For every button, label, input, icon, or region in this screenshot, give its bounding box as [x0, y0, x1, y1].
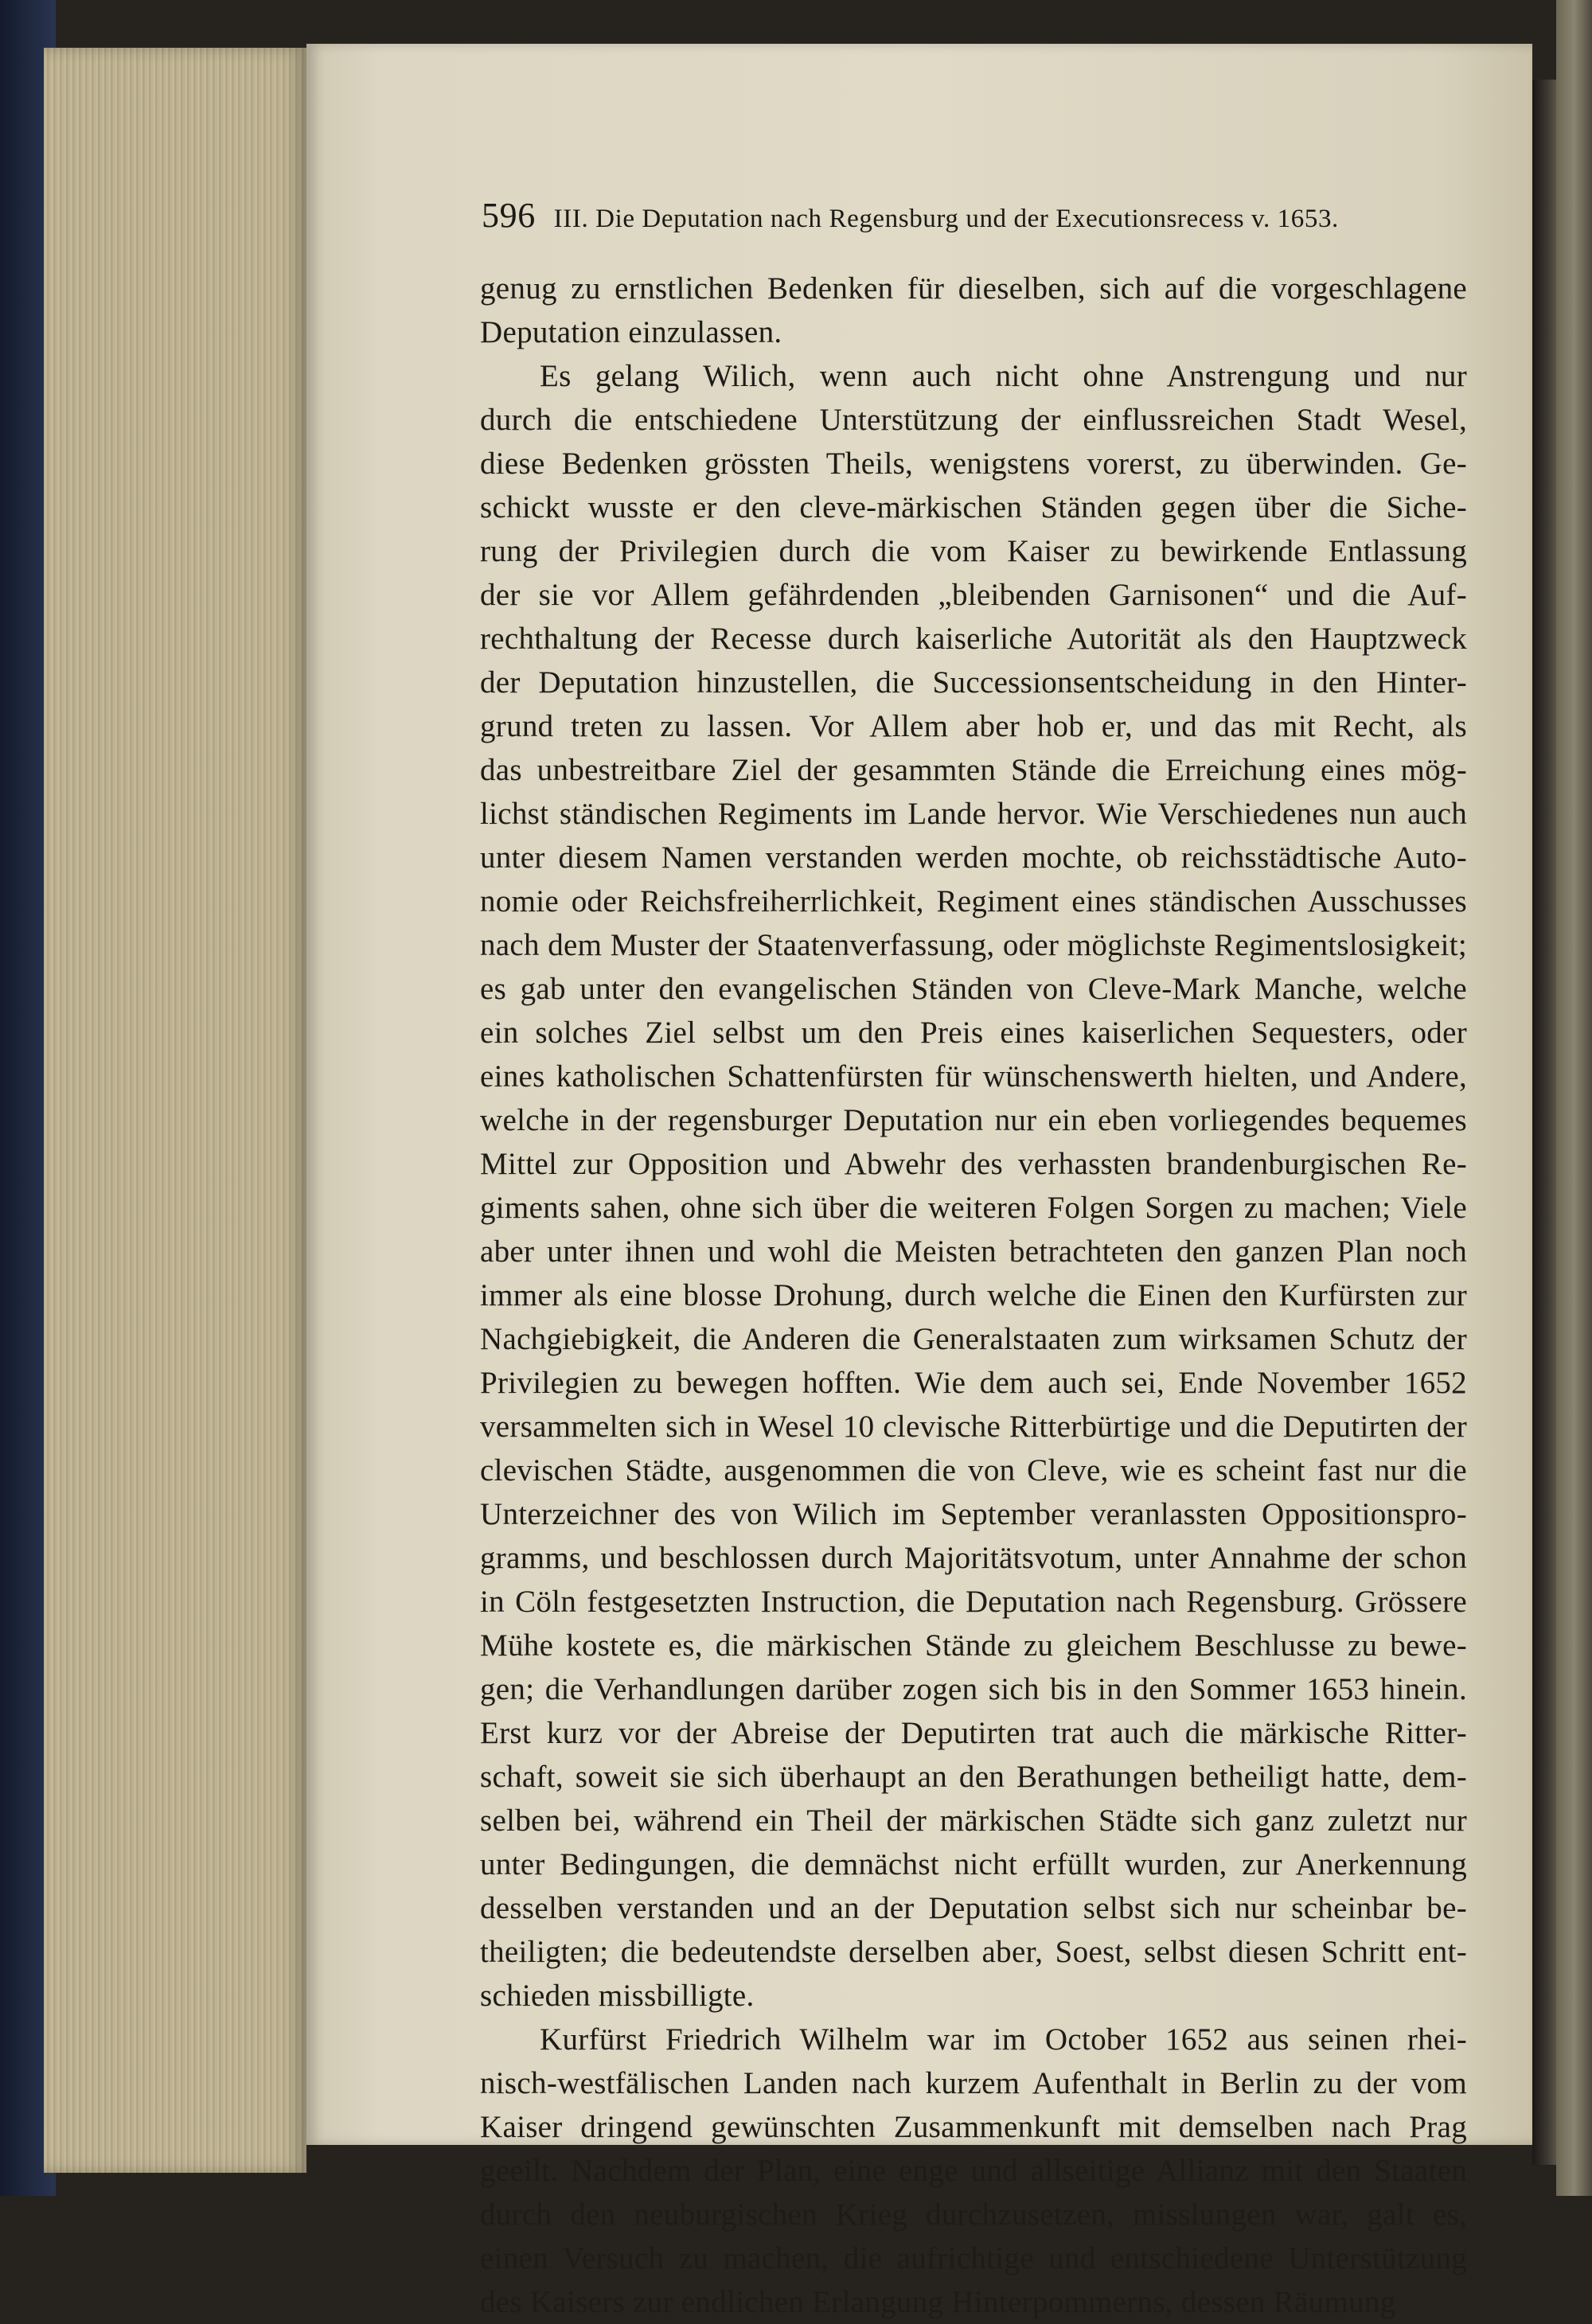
text-line: genug zu ernstlichen Bedenken für dieselben, sich auf die vorgeschlagene — [480, 271, 1467, 306]
running-header — [482, 195, 1469, 236]
text-line: immer als eine blosse Drohung, durch welche die Einen den Kurfürsten zur — [480, 1278, 1467, 1312]
paragraph — [480, 2018, 1467, 2324]
text-line: selben bei, während ein Theil der märkischen Städte sich ganz zuletzt nur — [480, 1803, 1467, 1838]
text-line: gramms, und beschlossen durch Majoritätsvotum, unter Annahme der schon — [480, 1541, 1467, 1575]
text-line: clevischen Städte, ausgenommen die von Cleve, wie es scheint fast nur die — [480, 1453, 1467, 1488]
text-line: Kurfürst Friedrich Wilhelm war im October 1652 aus seinen rhei- — [540, 2022, 1467, 2057]
text-line: einen Versuch zu machen, die aufrichtige und entschiedene Unterstützung — [480, 2241, 1467, 2275]
text-line: ein solches Ziel selbst um den Preis eines kaiserlichen Sequesters, oder — [480, 1016, 1467, 1050]
text-line: des Kaisers zur endlichen Erlangung Hinterpommerns, dessen Räumung — [480, 2285, 1396, 2319]
text-line: Es gelang Wilich, wenn auch nicht ohne Anstrengung und nur — [540, 359, 1467, 393]
text-line: durch den neuburgischen Krieg durchzusetzen, misslungen war, galt es, — [480, 2197, 1467, 2232]
text-line: schickt wusste er den cleve-märkischen Ständen gegen über die Siche- — [480, 490, 1467, 524]
text-line: eines katholischen Schattenfürsten für wünschenswerth hielten, und Andere, — [480, 1059, 1467, 1094]
text-line: gen; die Verhandlungen darüber zogen sich bis in den Sommer 1653 hinein. — [480, 1672, 1467, 1706]
text-line: schaft, soweit sie sich überhaupt an den Berathungen betheiligt hatte, dem- — [480, 1760, 1467, 1794]
text-line: Mühe kostete es, die märkischen Stände zu gleichem Beschlusse zu bewe- — [480, 1628, 1467, 1663]
text-line: unter diesem Namen verstanden werden mochte, ob reichsstädtische Auto- — [480, 840, 1467, 875]
text-line: Kaiser dringend gewünschten Zusammenkunft mit demselben nach Prag — [480, 2110, 1467, 2144]
text-line: rung der Privilegien durch die vom Kaiser zu bewirkende Entlassung — [480, 534, 1467, 568]
text-line: unter Bedingungen, die demnächst nicht erfüllt wurden, zur Anerkennung — [480, 1847, 1467, 1881]
text-line: Deputation einzulassen. — [480, 315, 782, 349]
text-line: geeilt. Nachdem der Plan, eine enge und allseitige Allianz mit den Staaten — [480, 2154, 1467, 2188]
paragraph — [480, 267, 1467, 354]
text-line: der Deputation hinzustellen, die Successionsentscheidung in den Hinter- — [480, 665, 1467, 700]
page-stack-edge — [44, 48, 306, 2173]
text-line: lichst ständischen Regiments im Lande hervor. Wie Verschiedenes nun auch — [480, 797, 1467, 831]
text-line: grund treten zu lassen. Vor Allem aber hob er, und das mit Recht, als — [480, 709, 1467, 743]
text-line: es gab unter den evangelischen Ständen von Cleve-Mark Manche, welche — [480, 972, 1467, 1006]
running-title: III. Die Deputation nach Regensburg und der Executionsrecess v. 1653. — [553, 205, 1339, 233]
gutter-shadow — [1532, 80, 1556, 2165]
text-line: nach dem Muster der Staatenverfassung, oder möglichste Regimentslosigkeit; — [480, 928, 1467, 962]
next-page-edge — [1556, 0, 1592, 2196]
paragraph — [480, 354, 1467, 2018]
text-line: der sie vor Allem gefährdenden „bleibenden Garnisonen“ und die Auf- — [480, 578, 1467, 612]
text-line: giments sahen, ohne sich über die weiteren Folgen Sorgen zu machen; Viele — [480, 1191, 1467, 1225]
page-number: 596 — [482, 196, 536, 235]
text-line: Erst kurz vor der Abreise der Deputirten trat auch die märkische Ritter- — [480, 1716, 1467, 1750]
text-line: versammelten sich in Wesel 10 clevische Ritterbürtige und die Deputirten der — [480, 1410, 1467, 1444]
text-line: Unterzeichner des von Wilich im September veranlassten Oppositionspro- — [480, 1497, 1467, 1531]
text-line: Privilegien zu bewegen hofften. Wie dem auch sei, Ende November 1652 — [480, 1366, 1467, 1400]
text-line: desselben verstanden und an der Deputation selbst sich nur scheinbar be- — [480, 1891, 1467, 1925]
text-line: theiligten; die bedeutendste derselben aber, Soest, selbst diesen Schritt ent- — [480, 1935, 1467, 1969]
text-line: Nachgiebigkeit, die Anderen die Generalstaaten zum wirksamen Schutz der — [480, 1322, 1467, 1356]
text-line: nomie oder Reichsfreiherrlichkeit, Regiment eines ständischen Ausschusses — [480, 884, 1467, 918]
text-line: aber unter ihnen und wohl die Meisten betrachteten den ganzen Plan noch — [480, 1234, 1467, 1269]
text-line: in Cöln festgesetzten Instruction, die Deputation nach Regensburg. Grössere — [480, 1585, 1467, 1619]
body-text — [480, 267, 1467, 2324]
text-line: diese Bedenken grössten Theils, wenigstens vorerst, zu überwinden. Ge- — [480, 446, 1467, 481]
text-line: schieden missbilligte. — [480, 1979, 755, 2013]
text-line: Mittel zur Opposition und Abwehr des verhassten brandenburgischen Re- — [480, 1147, 1467, 1181]
text-line: durch die entschiedene Unterstützung der einflussreichen Stadt Wesel, — [480, 403, 1467, 437]
text-line: nisch-westfälischen Landen nach kurzem Aufenthalt in Berlin zu der vom — [480, 2066, 1467, 2100]
text-line: welche in der regensburger Deputation nur ein eben vorliegendes bequemes — [480, 1103, 1467, 1137]
text-line: rechthaltung der Recesse durch kaiserliche Autorität als den Hauptzweck — [480, 622, 1467, 656]
text-line: das unbestreitbare Ziel der gesammten Stände die Erreichung eines mög- — [480, 753, 1467, 787]
